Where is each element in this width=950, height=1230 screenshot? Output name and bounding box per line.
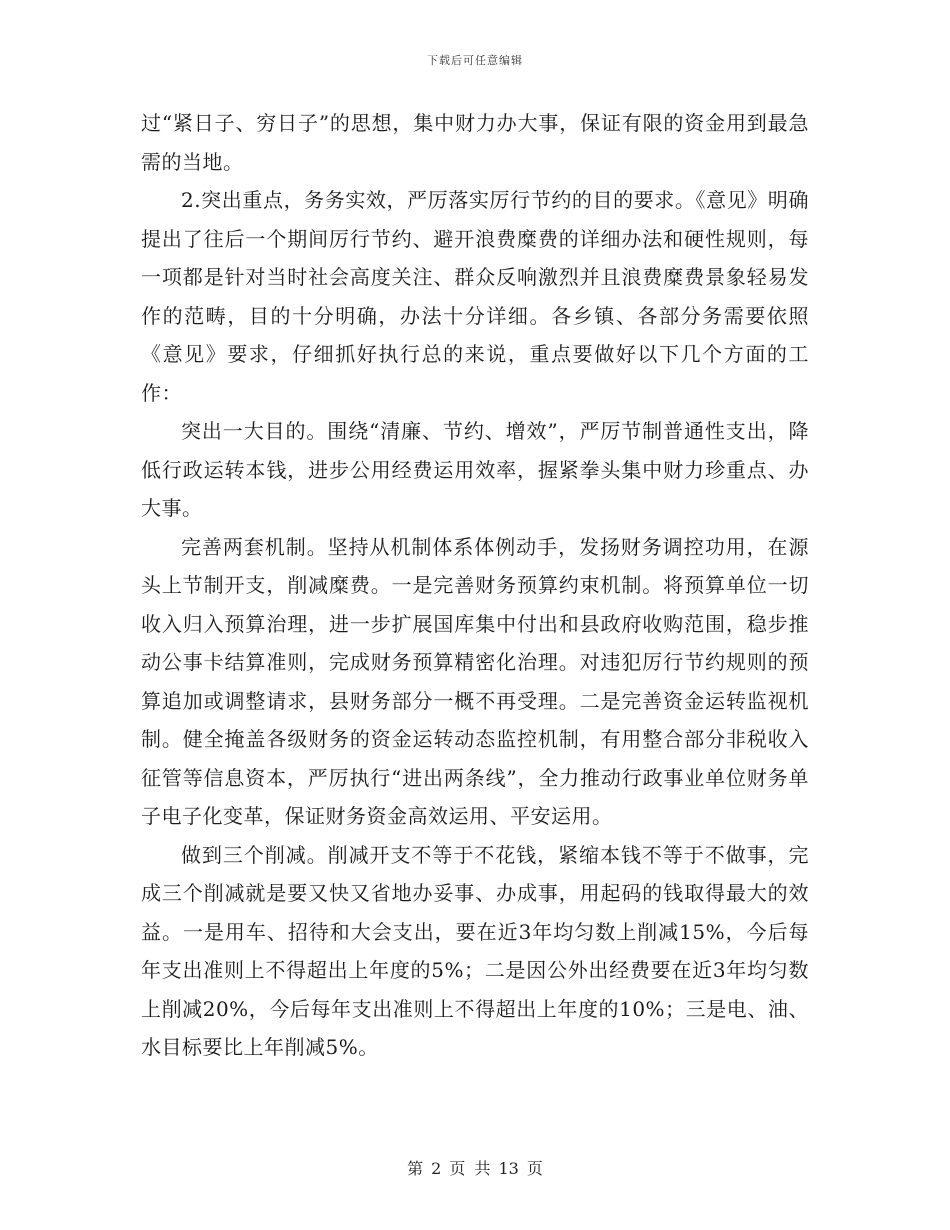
footer-prefix: 第: [407, 1159, 424, 1178]
paragraph-4: 完善两套机制。坚持从机制体系体例动手，发扬财务调控功用，在源头上节制开支，削减糜费。一是完善财务预算约束机制。将预算单位一切收入归入预算治理，进一步扩展国库集中付出和县政府收购范围，稳步推动公事卡结算准则，完成财务预算精密化治理。对违犯厉行节约规则的预算追加或调整请求，县财务部分一概不再受理。二是完善资金运转监视机制。健全掩盖各级财务的资金运转动态监控机制，有用整合部分非税收入征管等信息资本，严厉执行“进出两条线”，全力推动行政事业单位财务单子电子化变革，保证财务资金高效运用、平安运用。: [141, 534, 809, 828]
paragraph-3: 突出一大目的。围绕“清廉、节约、增效”，严厉节制普通性支出，降低行政运转本钱，进步公用经费运用效率，握紧拳头集中财力珍重点、办大事。: [141, 419, 809, 520]
page-total: 13: [498, 1159, 519, 1178]
paragraph-1: 过“紧日子、穷日子”的思想，集中财力办大事，保证有限的资金用到最急需的当地。: [141, 111, 809, 174]
page-number: 2: [431, 1159, 442, 1178]
page-footer: [0, 1156, 950, 1179]
page-header: 下载后可任意编辑: [427, 54, 523, 67]
paragraph-5: 做到三个削减。削减开支不等于不花钱，紧缩本钱不等于不做事，完成三个削减就是要又快又省地办妥事、办成事，用起码的钱取得最大的效益。一是用车、招待和大会支出，要在近3年均匀数上削减15%，今后每年支出准则上不得超出上年度的5%；二是因公外出经费要在近3年均匀数上削减20%，今后每年支出准则上不得超出上年度的10%；三是电、油、水目标要比上年削减5%。: [141, 842, 809, 1059]
paragraph-2: 2.突出重点，务务实效，严厉落实厉行节约的目的要求。《意见》明确提出了往后一个期间厉行节约、避开浪费糜费的详细办法和硬性规则，每一项都是针对当时社会高度关注、群众反响激烈并且浪费糜费景象轻易发作的范畴，目的十分明确，办法十分详细。各乡镇、各部分务需要依照《意见》要求，仔细抓好执行总的来说，重点要做好以下几个方面的工作：: [141, 188, 809, 405]
document-body: [141, 104, 809, 1067]
footer-middle: 页 共: [449, 1159, 491, 1178]
footer-suffix: 页: [526, 1159, 543, 1178]
